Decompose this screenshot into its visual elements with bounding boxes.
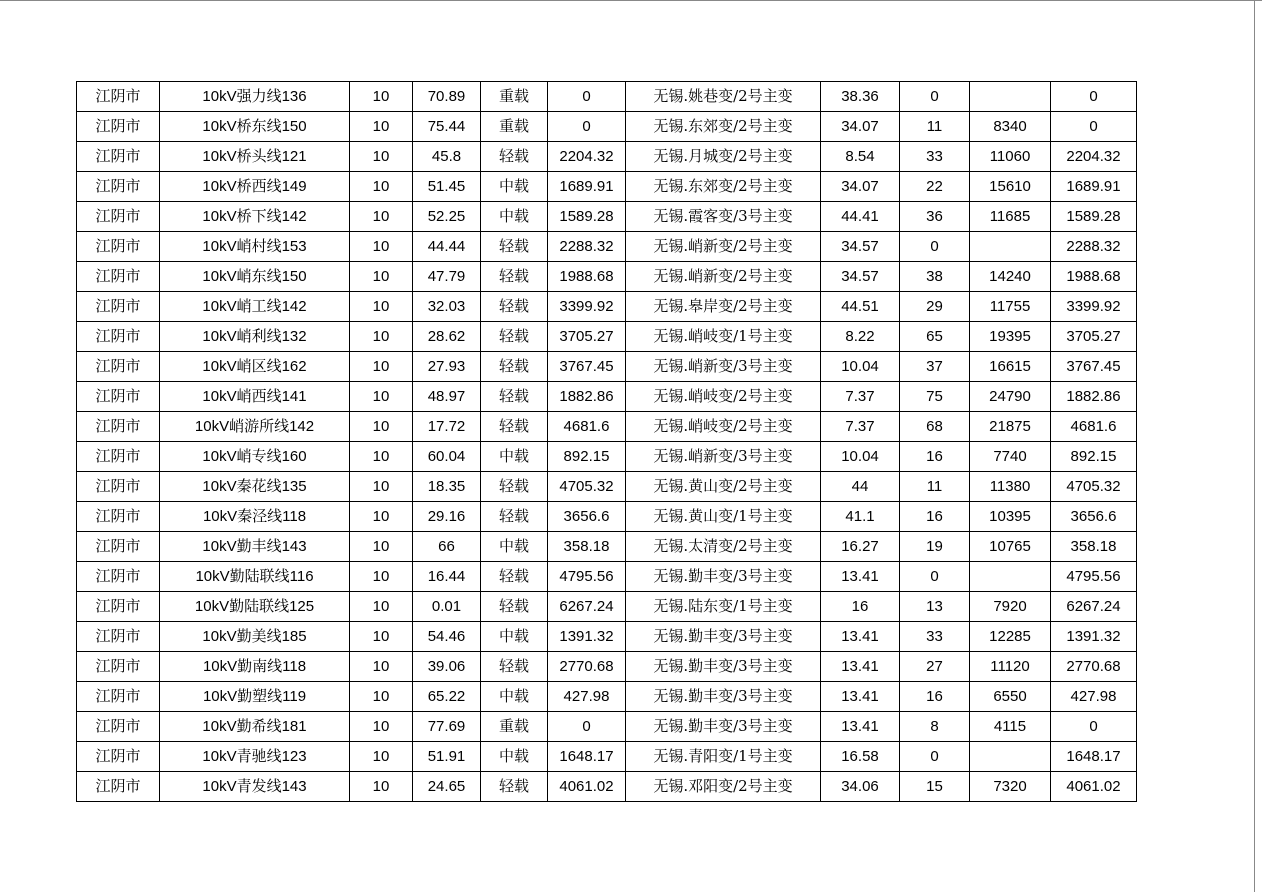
cell-load-status: 重载: [481, 82, 548, 112]
cell-region: 江阴市: [77, 742, 160, 772]
cell-load-rate: 24.65: [413, 772, 481, 802]
cell-line-name: 10kV勤塑线119: [160, 682, 350, 712]
cell-region: 江阴市: [77, 232, 160, 262]
cell-remaining-capacity: 3705.27: [1051, 322, 1137, 352]
cell-open-capacity: 3399.92: [548, 292, 626, 322]
cell-substation-transformer: 无锡.皋岸变/2号主变: [626, 292, 821, 322]
cell-substation-transformer: 无锡.勤丰变/3号主变: [626, 712, 821, 742]
cell-substation-transformer: 无锡.青阳变/1号主变: [626, 742, 821, 772]
cell-transformer-load-rate: 8.54: [821, 142, 900, 172]
cell-load-status: 轻载: [481, 562, 548, 592]
table-row: [77, 442, 1137, 472]
cell-voltage: 10: [350, 232, 413, 262]
cell-connected-capacity: [970, 232, 1051, 262]
cell-remaining-capacity: 4681.6: [1051, 412, 1137, 442]
cell-region: 江阴市: [77, 142, 160, 172]
cell-line-name: 10kV峭游所线142: [160, 412, 350, 442]
cell-remaining-capacity: 3767.45: [1051, 352, 1137, 382]
cell-connected-capacity: [970, 562, 1051, 592]
cell-line-name: 10kV青发线143: [160, 772, 350, 802]
cell-line-name: 10kV勤陆联线116: [160, 562, 350, 592]
cell-open-capacity: 4795.56: [548, 562, 626, 592]
table-row: [77, 562, 1137, 592]
cell-load-status: 重载: [481, 112, 548, 142]
cell-load-rate: 32.03: [413, 292, 481, 322]
cell-region: 江阴市: [77, 772, 160, 802]
cell-load-rate: 51.91: [413, 742, 481, 772]
cell-open-capacity: 1689.91: [548, 172, 626, 202]
cell-connected-capacity: 10395: [970, 502, 1051, 532]
cell-user-count: 33: [900, 142, 970, 172]
cell-user-count: 68: [900, 412, 970, 442]
cell-transformer-load-rate: 7.37: [821, 382, 900, 412]
cell-transformer-load-rate: 13.41: [821, 682, 900, 712]
table-row: [77, 232, 1137, 262]
cell-voltage: 10: [350, 502, 413, 532]
cell-open-capacity: 6267.24: [548, 592, 626, 622]
table-row: [77, 112, 1137, 142]
cell-substation-transformer: 无锡.峭岐变/2号主变: [626, 412, 821, 442]
cell-open-capacity: 1988.68: [548, 262, 626, 292]
table-row: [77, 292, 1137, 322]
cell-voltage: 10: [350, 172, 413, 202]
cell-region: 江阴市: [77, 472, 160, 502]
cell-load-rate: 70.89: [413, 82, 481, 112]
cell-line-name: 10kV勤南线118: [160, 652, 350, 682]
cell-load-rate: 45.8: [413, 142, 481, 172]
cell-region: 江阴市: [77, 322, 160, 352]
cell-connected-capacity: 11380: [970, 472, 1051, 502]
cell-load-rate: 17.72: [413, 412, 481, 442]
cell-user-count: 33: [900, 622, 970, 652]
cell-substation-transformer: 无锡.峭新变/2号主变: [626, 232, 821, 262]
table-row: [77, 682, 1137, 712]
cell-remaining-capacity: 0: [1051, 82, 1137, 112]
table-row: [77, 532, 1137, 562]
cell-user-count: 36: [900, 202, 970, 232]
cell-substation-transformer: 无锡.黄山变/2号主变: [626, 472, 821, 502]
cell-user-count: 15: [900, 772, 970, 802]
cell-region: 江阴市: [77, 202, 160, 232]
table-row: [77, 412, 1137, 442]
cell-load-rate: 60.04: [413, 442, 481, 472]
cell-open-capacity: 358.18: [548, 532, 626, 562]
cell-remaining-capacity: 1882.86: [1051, 382, 1137, 412]
cell-transformer-load-rate: 44: [821, 472, 900, 502]
cell-connected-capacity: 19395: [970, 322, 1051, 352]
table-row: [77, 352, 1137, 382]
cell-load-status: 中载: [481, 202, 548, 232]
cell-user-count: 0: [900, 742, 970, 772]
cell-connected-capacity: [970, 82, 1051, 112]
cell-load-rate: 47.79: [413, 262, 481, 292]
cell-load-status: 中载: [481, 622, 548, 652]
cell-substation-transformer: 无锡.峭岐变/1号主变: [626, 322, 821, 352]
cell-region: 江阴市: [77, 712, 160, 742]
cell-substation-transformer: 无锡.勤丰变/3号主变: [626, 652, 821, 682]
cell-load-status: 轻载: [481, 652, 548, 682]
cell-substation-transformer: 无锡.峭新变/3号主变: [626, 442, 821, 472]
cell-user-count: 8: [900, 712, 970, 742]
cell-transformer-load-rate: 13.41: [821, 712, 900, 742]
cell-substation-transformer: 无锡.勤丰变/3号主变: [626, 622, 821, 652]
cell-substation-transformer: 无锡.月城变/2号主变: [626, 142, 821, 172]
cell-voltage: 10: [350, 352, 413, 382]
cell-line-name: 10kV强力线136: [160, 82, 350, 112]
cell-open-capacity: 1882.86: [548, 382, 626, 412]
cell-load-status: 轻载: [481, 772, 548, 802]
cell-connected-capacity: 11685: [970, 202, 1051, 232]
cell-user-count: 11: [900, 112, 970, 142]
cell-substation-transformer: 无锡.黄山变/1号主变: [626, 502, 821, 532]
cell-line-name: 10kV桥头线121: [160, 142, 350, 172]
cell-remaining-capacity: 4061.02: [1051, 772, 1137, 802]
cell-region: 江阴市: [77, 682, 160, 712]
cell-transformer-load-rate: 16.58: [821, 742, 900, 772]
cell-open-capacity: 1648.17: [548, 742, 626, 772]
feeder-capacity-table: [76, 81, 1137, 802]
cell-load-status: 轻载: [481, 142, 548, 172]
cell-line-name: 10kV秦泾线118: [160, 502, 350, 532]
cell-voltage: 10: [350, 322, 413, 352]
cell-line-name: 10kV峭工线142: [160, 292, 350, 322]
cell-region: 江阴市: [77, 532, 160, 562]
cell-voltage: 10: [350, 592, 413, 622]
cell-remaining-capacity: 1589.28: [1051, 202, 1137, 232]
table-row: [77, 322, 1137, 352]
cell-connected-capacity: 8340: [970, 112, 1051, 142]
cell-remaining-capacity: 4795.56: [1051, 562, 1137, 592]
cell-load-status: 轻载: [481, 232, 548, 262]
cell-user-count: 75: [900, 382, 970, 412]
table-row: [77, 622, 1137, 652]
cell-connected-capacity: 24790: [970, 382, 1051, 412]
cell-load-rate: 16.44: [413, 562, 481, 592]
cell-load-rate: 75.44: [413, 112, 481, 142]
cell-remaining-capacity: 1689.91: [1051, 172, 1137, 202]
cell-transformer-load-rate: 13.41: [821, 562, 900, 592]
cell-user-count: 27: [900, 652, 970, 682]
cell-load-status: 中载: [481, 532, 548, 562]
cell-open-capacity: 3767.45: [548, 352, 626, 382]
cell-open-capacity: 2288.32: [548, 232, 626, 262]
cell-open-capacity: 0: [548, 112, 626, 142]
cell-remaining-capacity: 3399.92: [1051, 292, 1137, 322]
cell-substation-transformer: 无锡.峭新变/2号主变: [626, 262, 821, 292]
cell-transformer-load-rate: 34.07: [821, 172, 900, 202]
cell-connected-capacity: 7920: [970, 592, 1051, 622]
cell-open-capacity: 3705.27: [548, 322, 626, 352]
cell-user-count: 65: [900, 322, 970, 352]
table-row: [77, 502, 1137, 532]
cell-remaining-capacity: 6267.24: [1051, 592, 1137, 622]
cell-connected-capacity: 11060: [970, 142, 1051, 172]
cell-connected-capacity: 10765: [970, 532, 1051, 562]
cell-substation-transformer: 无锡.峭岐变/2号主变: [626, 382, 821, 412]
cell-user-count: 16: [900, 442, 970, 472]
cell-connected-capacity: 4115: [970, 712, 1051, 742]
cell-line-name: 10kV勤丰线143: [160, 532, 350, 562]
cell-voltage: 10: [350, 712, 413, 742]
cell-substation-transformer: 无锡.太清变/2号主变: [626, 532, 821, 562]
cell-substation-transformer: 无锡.霞客变/3号主变: [626, 202, 821, 232]
table-row: [77, 172, 1137, 202]
cell-load-status: 中载: [481, 172, 548, 202]
cell-transformer-load-rate: 7.37: [821, 412, 900, 442]
table-row: [77, 142, 1137, 172]
cell-remaining-capacity: 4705.32: [1051, 472, 1137, 502]
cell-voltage: 10: [350, 772, 413, 802]
cell-transformer-load-rate: 13.41: [821, 652, 900, 682]
cell-voltage: 10: [350, 742, 413, 772]
cell-voltage: 10: [350, 112, 413, 142]
cell-region: 江阴市: [77, 112, 160, 142]
cell-substation-transformer: 无锡.峭新变/3号主变: [626, 352, 821, 382]
cell-region: 江阴市: [77, 292, 160, 322]
cell-load-status: 轻载: [481, 292, 548, 322]
cell-line-name: 10kV勤美线185: [160, 622, 350, 652]
cell-region: 江阴市: [77, 82, 160, 112]
cell-voltage: 10: [350, 202, 413, 232]
table-row: [77, 742, 1137, 772]
cell-voltage: 10: [350, 82, 413, 112]
cell-voltage: 10: [350, 442, 413, 472]
cell-voltage: 10: [350, 682, 413, 712]
cell-remaining-capacity: 2770.68: [1051, 652, 1137, 682]
cell-load-status: 中载: [481, 742, 548, 772]
cell-line-name: 10kV峭区线162: [160, 352, 350, 382]
cell-line-name: 10kV秦花线135: [160, 472, 350, 502]
cell-substation-transformer: 无锡.陆东变/1号主变: [626, 592, 821, 622]
cell-open-capacity: 892.15: [548, 442, 626, 472]
cell-transformer-load-rate: 34.57: [821, 232, 900, 262]
cell-line-name: 10kV峭利线132: [160, 322, 350, 352]
table-row: [77, 202, 1137, 232]
cell-remaining-capacity: 0: [1051, 112, 1137, 142]
table-row: [77, 82, 1137, 112]
cell-substation-transformer: 无锡.姚巷变/2号主变: [626, 82, 821, 112]
cell-line-name: 10kV勤陆联线125: [160, 592, 350, 622]
cell-open-capacity: 4061.02: [548, 772, 626, 802]
cell-load-status: 轻载: [481, 412, 548, 442]
cell-voltage: 10: [350, 412, 413, 442]
cell-load-status: 重载: [481, 712, 548, 742]
cell-region: 江阴市: [77, 172, 160, 202]
cell-substation-transformer: 无锡.东郊变/2号主变: [626, 112, 821, 142]
cell-region: 江阴市: [77, 352, 160, 382]
cell-open-capacity: 0: [548, 82, 626, 112]
cell-line-name: 10kV峭村线153: [160, 232, 350, 262]
cell-connected-capacity: 21875: [970, 412, 1051, 442]
cell-transformer-load-rate: 10.04: [821, 352, 900, 382]
cell-voltage: 10: [350, 292, 413, 322]
cell-user-count: 29: [900, 292, 970, 322]
cell-connected-capacity: 12285: [970, 622, 1051, 652]
cell-connected-capacity: 7320: [970, 772, 1051, 802]
cell-connected-capacity: 15610: [970, 172, 1051, 202]
cell-user-count: 0: [900, 562, 970, 592]
table-row: [77, 262, 1137, 292]
cell-connected-capacity: [970, 742, 1051, 772]
cell-line-name: 10kV峭东线150: [160, 262, 350, 292]
cell-load-rate: 27.93: [413, 352, 481, 382]
cell-remaining-capacity: 1988.68: [1051, 262, 1137, 292]
cell-line-name: 10kV桥西线149: [160, 172, 350, 202]
cell-load-rate: 77.69: [413, 712, 481, 742]
cell-substation-transformer: 无锡.东郊变/2号主变: [626, 172, 821, 202]
cell-region: 江阴市: [77, 592, 160, 622]
cell-open-capacity: 4705.32: [548, 472, 626, 502]
table-row: [77, 712, 1137, 742]
cell-remaining-capacity: 3656.6: [1051, 502, 1137, 532]
cell-user-count: 19: [900, 532, 970, 562]
cell-user-count: 0: [900, 232, 970, 262]
cell-open-capacity: 3656.6: [548, 502, 626, 532]
cell-open-capacity: 1391.32: [548, 622, 626, 652]
cell-transformer-load-rate: 34.57: [821, 262, 900, 292]
cell-remaining-capacity: 1391.32: [1051, 622, 1137, 652]
table-row: [77, 382, 1137, 412]
cell-transformer-load-rate: 16.27: [821, 532, 900, 562]
cell-transformer-load-rate: 34.06: [821, 772, 900, 802]
cell-transformer-load-rate: 34.07: [821, 112, 900, 142]
table-row: [77, 472, 1137, 502]
cell-connected-capacity: 14240: [970, 262, 1051, 292]
cell-load-rate: 39.06: [413, 652, 481, 682]
cell-load-rate: 65.22: [413, 682, 481, 712]
cell-region: 江阴市: [77, 382, 160, 412]
cell-load-rate: 51.45: [413, 172, 481, 202]
cell-line-name: 10kV峭西线141: [160, 382, 350, 412]
page-top-border: [0, 0, 1262, 1]
cell-voltage: 10: [350, 382, 413, 412]
table-body: [77, 82, 1137, 802]
cell-remaining-capacity: 358.18: [1051, 532, 1137, 562]
cell-user-count: 11: [900, 472, 970, 502]
cell-transformer-load-rate: 10.04: [821, 442, 900, 472]
cell-remaining-capacity: 0: [1051, 712, 1137, 742]
cell-open-capacity: 1589.28: [548, 202, 626, 232]
cell-voltage: 10: [350, 532, 413, 562]
cell-remaining-capacity: 1648.17: [1051, 742, 1137, 772]
cell-transformer-load-rate: 41.1: [821, 502, 900, 532]
cell-load-status: 轻载: [481, 472, 548, 502]
cell-user-count: 0: [900, 82, 970, 112]
cell-connected-capacity: 11755: [970, 292, 1051, 322]
cell-load-rate: 0.01: [413, 592, 481, 622]
cell-connected-capacity: 11120: [970, 652, 1051, 682]
cell-voltage: 10: [350, 622, 413, 652]
cell-user-count: 13: [900, 592, 970, 622]
cell-substation-transformer: 无锡.邓阳变/2号主变: [626, 772, 821, 802]
cell-user-count: 37: [900, 352, 970, 382]
cell-remaining-capacity: 427.98: [1051, 682, 1137, 712]
page-right-border: [1254, 0, 1255, 892]
cell-load-rate: 54.46: [413, 622, 481, 652]
cell-user-count: 16: [900, 682, 970, 712]
cell-remaining-capacity: 892.15: [1051, 442, 1137, 472]
cell-load-rate: 48.97: [413, 382, 481, 412]
cell-open-capacity: 2204.32: [548, 142, 626, 172]
cell-substation-transformer: 无锡.勤丰变/3号主变: [626, 682, 821, 712]
table-row: [77, 592, 1137, 622]
cell-transformer-load-rate: 38.36: [821, 82, 900, 112]
cell-transformer-load-rate: 44.41: [821, 202, 900, 232]
cell-load-status: 轻载: [481, 262, 548, 292]
cell-load-status: 轻载: [481, 322, 548, 352]
cell-user-count: 22: [900, 172, 970, 202]
cell-load-rate: 29.16: [413, 502, 481, 532]
cell-voltage: 10: [350, 142, 413, 172]
cell-load-rate: 66: [413, 532, 481, 562]
cell-open-capacity: 4681.6: [548, 412, 626, 442]
cell-load-status: 轻载: [481, 352, 548, 382]
cell-open-capacity: 0: [548, 712, 626, 742]
cell-line-name: 10kV桥下线142: [160, 202, 350, 232]
cell-connected-capacity: 6550: [970, 682, 1051, 712]
cell-voltage: 10: [350, 262, 413, 292]
cell-substation-transformer: 无锡.勤丰变/3号主变: [626, 562, 821, 592]
cell-remaining-capacity: 2288.32: [1051, 232, 1137, 262]
table-row: [77, 652, 1137, 682]
cell-open-capacity: 427.98: [548, 682, 626, 712]
cell-region: 江阴市: [77, 502, 160, 532]
cell-load-rate: 52.25: [413, 202, 481, 232]
cell-line-name: 10kV峭专线160: [160, 442, 350, 472]
cell-load-rate: 44.44: [413, 232, 481, 262]
cell-load-status: 轻载: [481, 502, 548, 532]
cell-region: 江阴市: [77, 412, 160, 442]
cell-connected-capacity: 16615: [970, 352, 1051, 382]
cell-region: 江阴市: [77, 442, 160, 472]
cell-region: 江阴市: [77, 262, 160, 292]
cell-region: 江阴市: [77, 652, 160, 682]
cell-connected-capacity: 7740: [970, 442, 1051, 472]
cell-user-count: 16: [900, 502, 970, 532]
cell-voltage: 10: [350, 562, 413, 592]
cell-line-name: 10kV桥东线150: [160, 112, 350, 142]
cell-region: 江阴市: [77, 622, 160, 652]
cell-load-rate: 28.62: [413, 322, 481, 352]
cell-line-name: 10kV勤希线181: [160, 712, 350, 742]
table-row: [77, 772, 1137, 802]
cell-line-name: 10kV青驰线123: [160, 742, 350, 772]
cell-voltage: 10: [350, 652, 413, 682]
cell-load-status: 中载: [481, 682, 548, 712]
cell-open-capacity: 2770.68: [548, 652, 626, 682]
cell-remaining-capacity: 2204.32: [1051, 142, 1137, 172]
cell-transformer-load-rate: 16: [821, 592, 900, 622]
cell-voltage: 10: [350, 472, 413, 502]
cell-region: 江阴市: [77, 562, 160, 592]
cell-load-status: 轻载: [481, 382, 548, 412]
cell-transformer-load-rate: 13.41: [821, 622, 900, 652]
cell-load-status: 中载: [481, 442, 548, 472]
cell-user-count: 38: [900, 262, 970, 292]
cell-load-rate: 18.35: [413, 472, 481, 502]
cell-transformer-load-rate: 44.51: [821, 292, 900, 322]
cell-transformer-load-rate: 8.22: [821, 322, 900, 352]
cell-load-status: 轻载: [481, 592, 548, 622]
